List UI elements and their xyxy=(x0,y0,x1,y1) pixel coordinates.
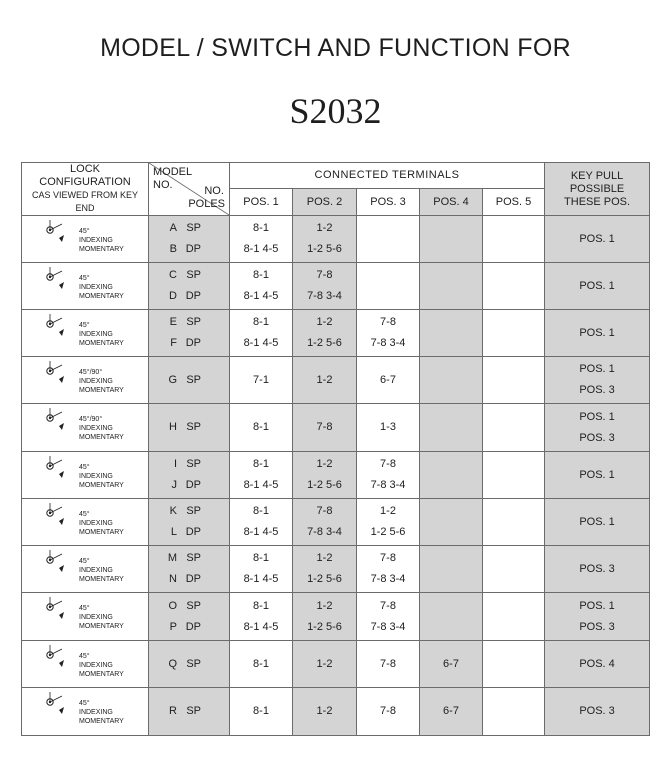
lock-diagram-icon xyxy=(22,688,78,735)
model-cell xyxy=(149,688,230,736)
config-text-line: 45°/90° xyxy=(79,369,103,376)
terminal-value: 8-1 4-5 xyxy=(243,526,279,538)
terminal-value: 1-2 5-6 xyxy=(307,620,342,633)
config-text-line: INDEXING xyxy=(79,284,113,291)
config-text-line: MOMENTARY xyxy=(79,482,124,489)
config-text-line: 45° xyxy=(79,464,90,471)
lock-configuration-cell xyxy=(22,593,149,641)
lock-configuration-header xyxy=(22,163,149,216)
terminal-value: 8-1 xyxy=(253,505,269,517)
pos-2-cell xyxy=(293,404,357,452)
table-body xyxy=(22,216,650,736)
config-text-line: 45° xyxy=(79,228,90,235)
key-pull-value: POS. 3 xyxy=(579,431,615,444)
terminal-value: 7-8 xyxy=(316,269,333,281)
pos-4-cell xyxy=(420,404,483,452)
key-pull-value: POS. 1 xyxy=(579,468,615,481)
terminal-value: 1-2 5-6 xyxy=(370,526,406,538)
key-pull-cell xyxy=(545,499,650,546)
key-pull-value: POS. 1 xyxy=(579,279,615,292)
config-text-line: 45° xyxy=(79,653,90,660)
table-row xyxy=(22,499,650,546)
header-poles-line: POLES xyxy=(188,198,225,210)
lock-diagram-icon xyxy=(22,499,78,545)
config-text-line: INDEXING xyxy=(79,662,113,669)
lock-configuration-cell xyxy=(22,404,149,452)
pos-5-cell xyxy=(483,216,545,263)
key-pull-value: POS. 1 xyxy=(579,326,615,339)
model-poles-header xyxy=(149,163,230,216)
lock-diagram-icon xyxy=(22,546,78,592)
lock-diagram-icon xyxy=(22,263,78,309)
model-cell xyxy=(149,452,230,499)
pos-1-cell xyxy=(230,404,293,452)
pos-2-cell xyxy=(293,263,357,310)
config-text-line: INDEXING xyxy=(79,425,113,432)
model-cell xyxy=(149,216,230,263)
terminal-value: 8-1 xyxy=(253,421,269,433)
key-pull-value: POS. 3 xyxy=(579,705,615,717)
pos-3-cell xyxy=(357,310,420,357)
terminal-value: 1-2 xyxy=(316,458,333,470)
key-pull-value: POS. 3 xyxy=(579,562,615,575)
terminal-value: 1-2 5-6 xyxy=(307,243,342,255)
terminal-value: 7-8 3-4 xyxy=(307,526,342,538)
config-text-line: MOMENTARY xyxy=(79,387,124,394)
key-pull-cell xyxy=(545,593,650,641)
lock-configuration-cell xyxy=(22,310,149,357)
key-pull-header xyxy=(545,163,650,216)
terminal-value: 8-1 4-5 xyxy=(243,479,279,491)
pos-4-cell xyxy=(420,546,483,593)
header-keypull-line: KEY PULL xyxy=(570,169,624,182)
terminal-value: 1-2 5-6 xyxy=(307,573,342,585)
model-poles: SP xyxy=(186,657,201,670)
model-poles: SP xyxy=(186,599,201,612)
model-poles: SP xyxy=(186,552,201,564)
model-letter: A xyxy=(169,222,177,234)
document-title: MODEL / SWITCH AND FUNCTION FOR xyxy=(100,34,571,62)
key-pull-value: POS. 1 xyxy=(579,232,615,245)
pos-4-cell xyxy=(420,641,483,688)
lock-diagram-icon xyxy=(22,641,78,687)
terminal-value: 1-2 xyxy=(380,505,396,517)
terminal-value: 7-8 xyxy=(380,657,396,670)
lock-configuration-cell xyxy=(22,357,149,404)
table-row xyxy=(22,593,650,641)
terminal-value: 1-2 xyxy=(316,657,333,670)
key-pull-value: POS. 1 xyxy=(579,363,615,375)
pos-5-cell xyxy=(483,499,545,546)
pos-1-cell xyxy=(230,310,293,357)
model-letter: R xyxy=(169,705,177,717)
pos-2-cell xyxy=(293,357,357,404)
model-poles: SP xyxy=(186,269,201,281)
key-pull-cell xyxy=(545,641,650,688)
pos-5-cell xyxy=(483,452,545,499)
pos-1-cell xyxy=(230,216,293,263)
lock-diagram-icon xyxy=(22,310,78,356)
pos-5-cell xyxy=(483,641,545,688)
config-text-line: MOMENTARY xyxy=(79,529,124,536)
lock-diagram-icon xyxy=(22,404,78,451)
terminal-value: 8-1 4-5 xyxy=(243,620,279,633)
table-row xyxy=(22,688,650,736)
pos-4-cell xyxy=(420,593,483,641)
pos-3-cell xyxy=(357,452,420,499)
header-lock-line: CAS VIEWED FROM KEY END xyxy=(31,190,138,213)
terminal-value: 8-1 4-5 xyxy=(243,290,279,302)
pos-3-cell xyxy=(357,357,420,404)
model-cell xyxy=(149,357,230,404)
pos-4-cell xyxy=(420,263,483,310)
terminal-value: 6-7 xyxy=(380,373,396,386)
model-letter: F xyxy=(170,337,177,349)
pos-1-cell xyxy=(230,641,293,688)
model-letter: N xyxy=(169,573,177,585)
terminal-value: 8-1 xyxy=(253,316,269,328)
model-poles: SP xyxy=(186,458,201,470)
lock-configuration-cell xyxy=(22,641,149,688)
lock-configuration-cell xyxy=(22,263,149,310)
model-letter: H xyxy=(169,421,177,433)
config-text-line: 45° xyxy=(79,511,90,518)
config-text-line: 45° xyxy=(79,700,90,707)
pos-5-cell xyxy=(483,310,545,357)
model-letter: K xyxy=(169,505,177,517)
lock-configuration-cell xyxy=(22,546,149,593)
pos-1-cell xyxy=(230,688,293,736)
key-pull-cell xyxy=(545,404,650,452)
key-pull-cell xyxy=(545,357,650,404)
config-text-line: MOMENTARY xyxy=(79,576,124,583)
key-pull-value: POS. 3 xyxy=(579,620,615,633)
terminal-value: 7-8 3-4 xyxy=(370,337,406,349)
key-pull-value: POS. 4 xyxy=(579,657,615,670)
config-text-line: MOMENTARY xyxy=(79,718,124,725)
terminal-value: 7-8 xyxy=(316,505,333,517)
model-poles: DP xyxy=(185,479,201,491)
config-text-line: 45° xyxy=(79,605,90,612)
terminal-value: 1-2 xyxy=(316,705,333,717)
terminal-value: 8-1 4-5 xyxy=(243,337,279,349)
terminal-value: 1-2 xyxy=(316,552,333,564)
key-pull-value: POS. 3 xyxy=(579,384,615,396)
config-text-line: INDEXING xyxy=(79,378,113,385)
terminal-value: 7-8 3-4 xyxy=(307,290,342,302)
pos-2-header: POS. 2 xyxy=(293,188,357,215)
key-pull-value: POS. 1 xyxy=(579,599,615,612)
lock-configuration-cell xyxy=(22,688,149,736)
config-text-line: MOMENTARY xyxy=(79,246,124,253)
model-cell xyxy=(149,263,230,310)
model-poles: DP xyxy=(185,620,201,633)
pos-2-cell xyxy=(293,546,357,593)
terminal-value: 7-8 xyxy=(380,552,396,564)
pos-4-cell xyxy=(420,688,483,736)
pos-2-cell xyxy=(293,593,357,641)
pos-1-cell xyxy=(230,357,293,404)
table-row xyxy=(22,546,650,593)
pos-5-cell xyxy=(483,357,545,404)
terminal-value: 8-1 xyxy=(253,269,269,281)
key-pull-cell xyxy=(545,310,650,357)
header-poles-line: NO. xyxy=(204,185,224,197)
terminal-value: 7-8 xyxy=(316,421,333,433)
model-cell xyxy=(149,404,230,452)
lock-diagram-icon xyxy=(22,357,78,403)
model-poles: DP xyxy=(185,290,201,302)
pos-2-cell xyxy=(293,688,357,736)
terminal-value: 7-8 xyxy=(380,599,396,612)
pos-3-cell xyxy=(357,404,420,452)
pos-5-header: POS. 5 xyxy=(483,188,545,215)
pos-4-cell xyxy=(420,216,483,263)
model-letter: D xyxy=(169,290,177,302)
header-lock-line: LOCK xyxy=(70,163,100,175)
header-model-line: NO. xyxy=(153,179,173,191)
model-number: S2032 xyxy=(289,91,382,131)
table-row xyxy=(22,263,650,310)
terminal-value: 8-1 xyxy=(253,705,269,717)
header-keypull-line: THESE POS. xyxy=(564,195,631,208)
model-cell xyxy=(149,641,230,688)
header-model-line: MODEL xyxy=(153,166,193,178)
pos-3-header: POS. 3 xyxy=(357,188,420,215)
table-row xyxy=(22,452,650,499)
pos-1-cell xyxy=(230,546,293,593)
model-poles: SP xyxy=(186,222,201,234)
terminal-value: 1-2 5-6 xyxy=(307,479,342,491)
pos-3-cell xyxy=(357,546,420,593)
model-poles: DP xyxy=(185,526,201,538)
terminal-value: 1-2 xyxy=(316,599,333,612)
config-text-line: INDEXING xyxy=(79,520,113,527)
pos-3-cell xyxy=(357,688,420,736)
switch-function-table xyxy=(21,162,650,736)
config-text-line: INDEXING xyxy=(79,567,113,574)
model-poles: SP xyxy=(186,373,201,386)
model-letter: B xyxy=(169,243,177,255)
pos-3-cell xyxy=(357,263,420,310)
model-letter: J xyxy=(171,479,177,491)
terminal-value: 8-1 xyxy=(253,552,269,564)
pos-4-cell xyxy=(420,357,483,404)
pos-5-cell xyxy=(483,688,545,736)
lock-diagram-icon xyxy=(22,593,78,640)
terminal-value: 7-8 3-4 xyxy=(370,573,406,585)
config-text-line: INDEXING xyxy=(79,473,113,480)
pos-2-cell xyxy=(293,310,357,357)
pos-1-cell xyxy=(230,499,293,546)
model-poles: DP xyxy=(185,573,201,585)
key-pull-value: POS. 1 xyxy=(579,410,615,423)
pos-1-cell xyxy=(230,263,293,310)
pos-1-header: POS. 1 xyxy=(230,188,293,215)
pos-2-cell xyxy=(293,641,357,688)
config-text-line: 45°/90° xyxy=(79,416,103,423)
config-text-line: 45° xyxy=(79,558,90,565)
pos-4-cell xyxy=(420,499,483,546)
key-pull-cell xyxy=(545,688,650,736)
model-cell xyxy=(149,310,230,357)
lock-configuration-cell xyxy=(22,499,149,546)
pos-4-cell xyxy=(420,310,483,357)
terminal-value: 7-1 xyxy=(253,373,269,386)
lock-configuration-cell xyxy=(22,452,149,499)
terminal-value: 6-7 xyxy=(443,705,459,717)
header-lock-line: CONFIGURATION xyxy=(39,176,131,188)
model-poles: DP xyxy=(185,243,201,255)
table-row xyxy=(22,404,650,452)
model-letter: Q xyxy=(168,657,177,670)
model-poles: SP xyxy=(186,505,201,517)
key-pull-cell xyxy=(545,263,650,310)
terminal-value: 7-8 xyxy=(380,458,396,470)
connected-terminals-header: CONNECTED TERMINALS xyxy=(230,163,545,189)
terminal-value: 8-1 4-5 xyxy=(243,573,279,585)
config-text-line: 45° xyxy=(79,275,90,282)
key-pull-cell xyxy=(545,216,650,263)
header-keypull-line: POSSIBLE xyxy=(569,182,625,195)
key-pull-value: POS. 1 xyxy=(579,515,615,528)
config-text-line: INDEXING xyxy=(79,331,113,338)
terminal-value: 6-7 xyxy=(443,657,459,670)
terminal-value: 8-1 xyxy=(253,657,269,670)
pos-2-cell xyxy=(293,452,357,499)
terminal-value: 1-2 xyxy=(316,222,333,234)
config-text-line: MOMENTARY xyxy=(79,293,124,300)
table-row xyxy=(22,357,650,404)
table-row xyxy=(22,641,650,688)
pos-3-cell xyxy=(357,641,420,688)
model-poles: SP xyxy=(186,316,201,328)
model-letter: P xyxy=(169,620,177,633)
terminal-value: 8-1 4-5 xyxy=(243,243,279,255)
pos-3-cell xyxy=(357,499,420,546)
lock-configuration-cell xyxy=(22,216,149,263)
config-text-line: INDEXING xyxy=(79,709,113,716)
config-text-line: INDEXING xyxy=(79,614,113,621)
pos-5-cell xyxy=(483,404,545,452)
terminal-value: 7-8 3-4 xyxy=(370,620,406,633)
pos-4-cell xyxy=(420,452,483,499)
config-text-line: MOMENTARY xyxy=(79,623,124,630)
config-text-line: MOMENTARY xyxy=(79,340,124,347)
table-row xyxy=(22,310,650,357)
model-letter: G xyxy=(168,373,177,386)
model-cell xyxy=(149,546,230,593)
model-letter: M xyxy=(167,552,177,564)
pos-4-header: POS. 4 xyxy=(420,188,483,215)
model-cell xyxy=(149,593,230,641)
pos-5-cell xyxy=(483,546,545,593)
model-poles: DP xyxy=(185,337,201,349)
terminal-value: 1-2 xyxy=(316,316,333,328)
terminal-value: 1-3 xyxy=(380,421,396,433)
model-letter: E xyxy=(169,316,177,328)
pos-3-cell xyxy=(357,593,420,641)
lock-diagram-icon xyxy=(22,452,78,498)
pos-5-cell xyxy=(483,593,545,641)
model-poles: SP xyxy=(186,705,201,717)
model-poles: SP xyxy=(186,421,201,433)
model-letter: I xyxy=(173,458,177,470)
table-row xyxy=(22,216,650,263)
config-text-line: INDEXING xyxy=(79,237,113,244)
terminal-value: 8-1 xyxy=(253,599,269,612)
pos-2-cell xyxy=(293,499,357,546)
model-cell xyxy=(149,499,230,546)
model-letter: O xyxy=(168,599,177,612)
key-pull-cell xyxy=(545,452,650,499)
model-letter: C xyxy=(169,269,177,281)
pos-2-cell xyxy=(293,216,357,263)
key-pull-cell xyxy=(545,546,650,593)
pos-5-cell xyxy=(483,263,545,310)
terminal-value: 1-2 xyxy=(316,373,333,386)
terminal-value: 8-1 xyxy=(253,222,269,234)
terminal-value: 7-8 xyxy=(380,705,396,717)
pos-3-cell xyxy=(357,216,420,263)
pos-1-cell xyxy=(230,452,293,499)
terminal-value: 7-8 3-4 xyxy=(370,479,406,491)
terminal-value: 8-1 xyxy=(253,458,269,470)
config-text-line: MOMENTARY xyxy=(79,671,124,678)
pos-1-cell xyxy=(230,593,293,641)
model-letter: L xyxy=(170,526,177,538)
terminal-value: 1-2 5-6 xyxy=(307,337,342,349)
terminal-value: 7-8 xyxy=(380,316,396,328)
config-text-line: MOMENTARY xyxy=(79,434,124,441)
lock-diagram-icon xyxy=(22,216,78,262)
config-text-line: 45° xyxy=(79,322,90,329)
